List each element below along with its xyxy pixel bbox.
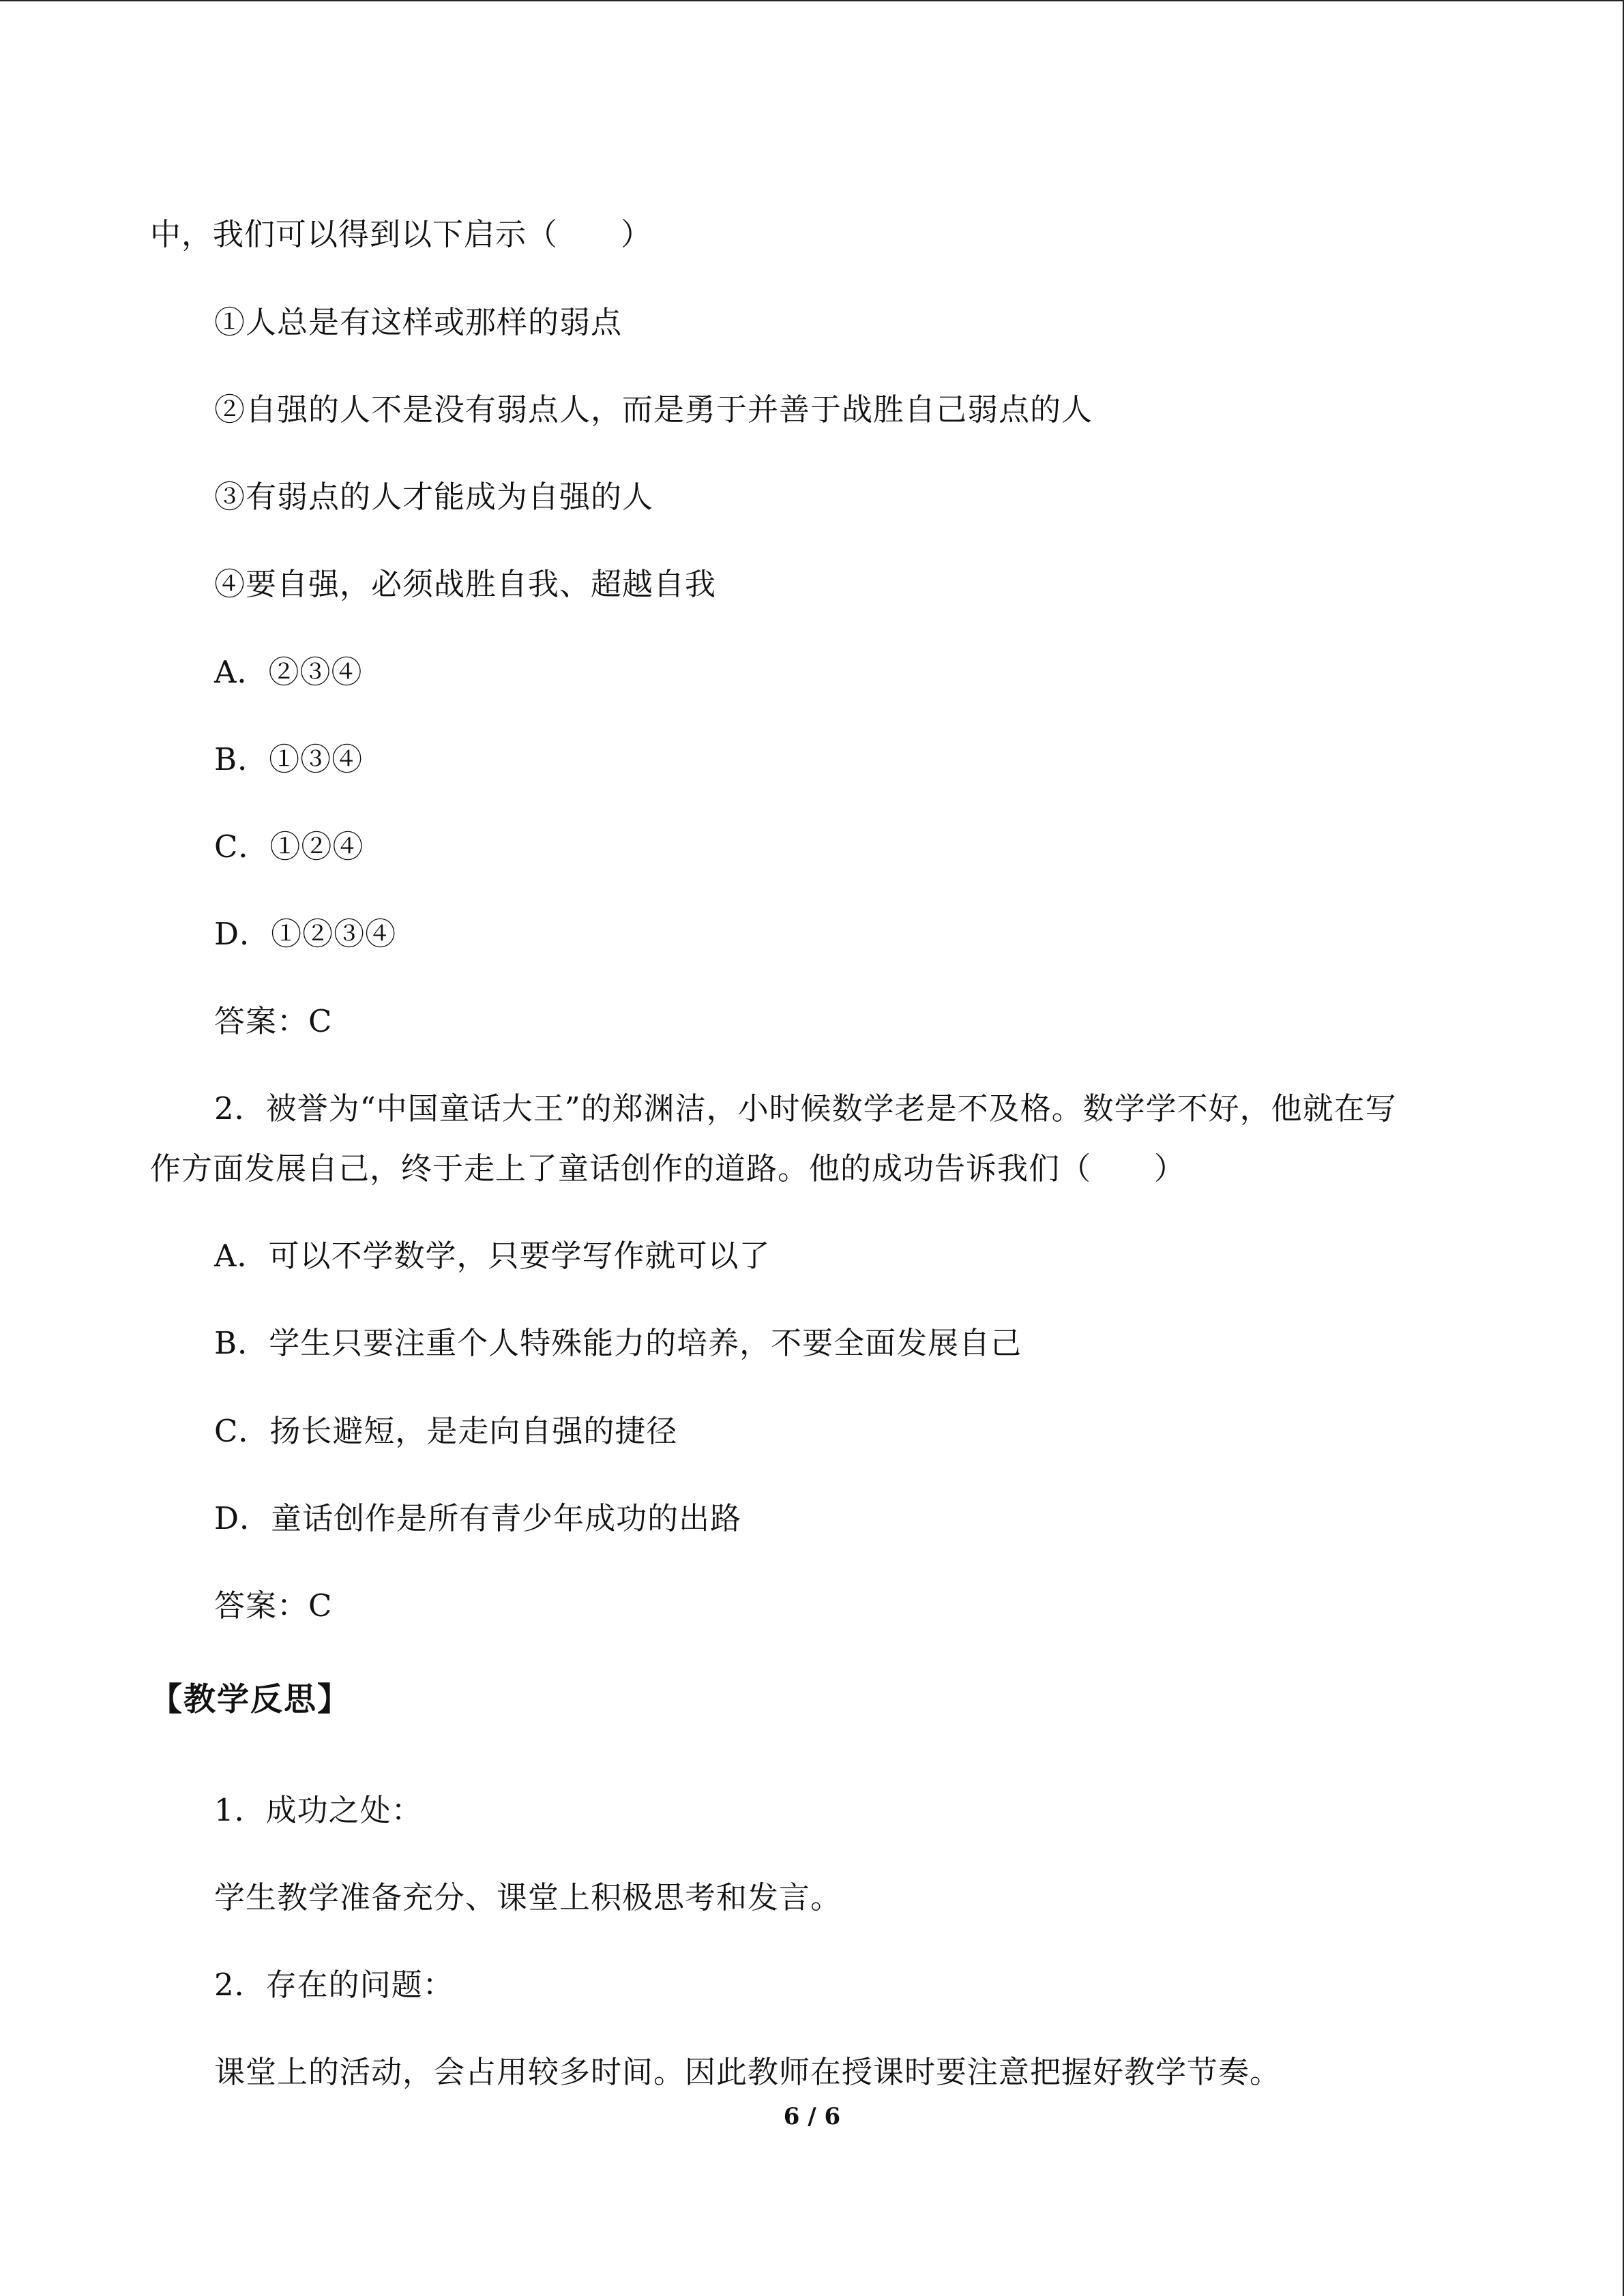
question-2-option-b: B．学生只要注重个人特殊能力的培养，不要全面发展自己 [214,1325,1022,1361]
question-1-option-d: D．①②③④ [214,916,397,952]
question-1-option-a: A．②③④ [214,654,363,690]
question-2-option-c: C．扬长避短，是走向自强的捷径 [214,1413,678,1449]
question-1-answer: 答案：C [214,1003,333,1039]
question-2-stem-line-1: 2．被誉为“中国童话大王”的郑渊洁，小时候数学老是不及格。数学学不好，他就在写 [214,1090,1397,1127]
question-1-statement: ②自强的人不是没有弱点人，而是勇于并善于战胜自己弱点的人 [214,391,1093,428]
question-2-stem-line-2: 作方面发展自己，终于走上了童话创作的道路。他的成功告诉我们（ ） [150,1150,1186,1187]
question-1-statement: ③有弱点的人才能成为自强的人 [214,479,654,515]
question-1-statement: ①人总是有这样或那样的弱点 [214,304,623,340]
reflection-success-title: 1．成功之处： [214,1792,423,1828]
question-2-option-d: D．童话创作是所有青少年成功的出路 [214,1500,742,1536]
question-1-option-b: B．①③④ [214,741,364,777]
reflection-heading: 【教学反思】 [150,1681,351,1718]
reflection-problem-text: 课堂上的活动，会占用较多时间。因此教师在授课时要注意把握好教学节奏。 [214,2054,1282,2090]
question-1-statement: ④要自强，必须战胜自我、超越自我 [214,566,717,602]
question-1-stem-continuation: 中，我们可以得到以下启示（ ） [150,216,653,252]
reflection-problem-title: 2．存在的问题： [214,1967,454,2003]
question-2-answer: 答案：C [214,1587,333,1624]
reflection-success-text: 学生教学准备充分、课堂上积极思考和发言。 [214,1879,842,1915]
question-2-option-a: A．可以不学数学，只要学写作就可以了 [214,1238,771,1274]
question-1-option-c: C．①②④ [214,829,364,865]
page-number: 6 / 6 [783,2103,841,2130]
